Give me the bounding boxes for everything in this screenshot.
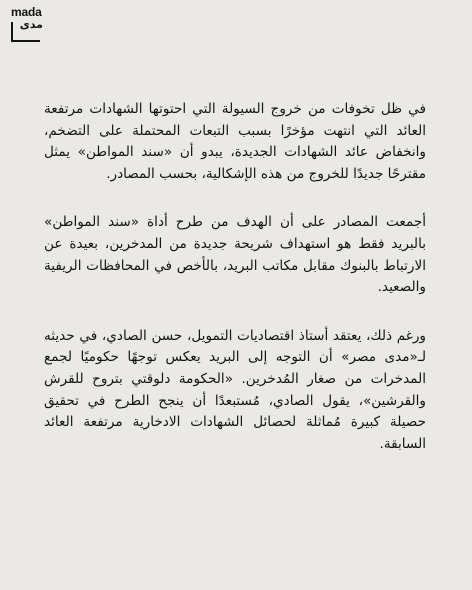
logo-arabic-text: مدى <box>19 18 43 31</box>
logo-latin-text: mada <box>11 5 42 19</box>
article-body <box>44 99 426 482</box>
article-paragraph-1: في ظل تخوفات من خروج السيولة التي احتوتها الشهادات مرتفعة العائد التي انتهت مؤخرًا بسبب التبعات المحتملة على التضخم، وانخفاض عائد الشهادات الجديدة، يبدو أن «سند المواطن» يمثل مقترحًا جديدًا للخروج من هذه الإشكالية، بحسب المصادر. <box>44 101 426 182</box>
article-paragraph-3: ورغم ذلك، يعتقد أستاذ اقتصاديات التمويل، حسن الصادي، في حديثه لـ«مدى مصر» أن التوجه إلى البريد يعكس توجهًا حكوميًا لجمع المدخرات من صغار المُدخرين. «الحكومة دلوقتي بتروح للقرش والقرشين»، يقول الصادي، مُستبعدًا أن ينجح الطرح في تحقيق حصيلة كبيرة مُماثلة لحصائل الشهادات الادخارية مرتفعة العائد السابقة. <box>44 327 426 452</box>
mada-logo[interactable] <box>11 5 45 45</box>
article-paragraph-2: أجمعت المصادر على أن الهدف من طرح أداة «سند المواطن» بالبريد فقط هو استهداف شريحة جديدة من المدخرين، بعيدة عن الارتباط بالبنوك مقابل مكاتب البريد، بالأخص في المحافظات الريفية والصعيد. <box>44 214 426 296</box>
